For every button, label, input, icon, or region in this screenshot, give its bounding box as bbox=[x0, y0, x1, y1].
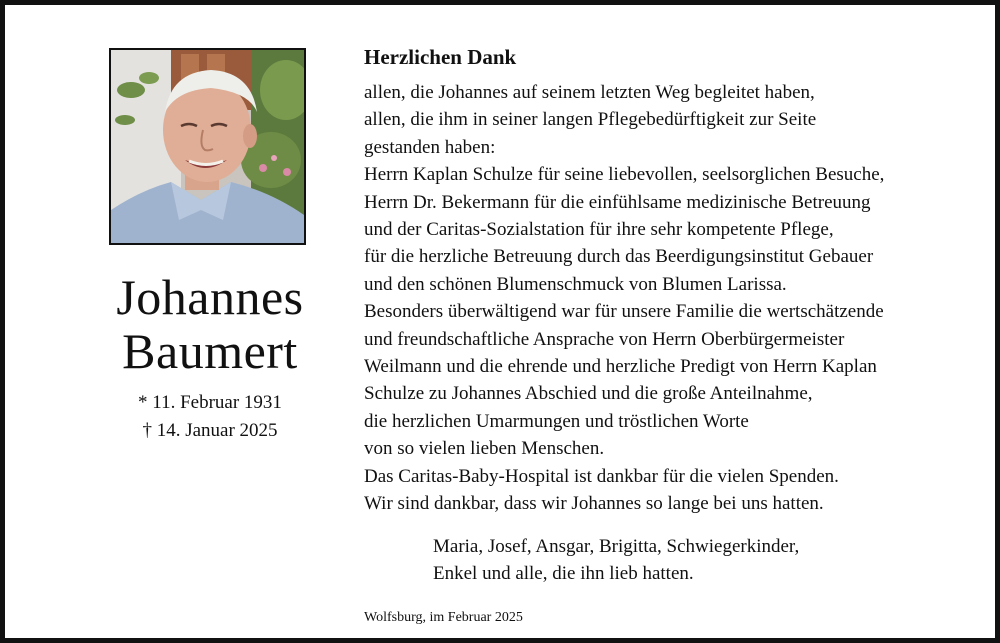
deceased-first-name: Johannes bbox=[116, 269, 304, 325]
place-date: Wolfsburg, im Februar 2025 bbox=[364, 610, 523, 625]
thanks-line: und den schönen Blumenschmuck von Blumen Larissa. bbox=[364, 273, 787, 295]
portrait-photo bbox=[109, 48, 306, 245]
thanks-line: allen, die Johannes auf seinem letzten Weg begleitet haben, bbox=[364, 82, 815, 103]
thanks-heading: Herzlichen Dank bbox=[364, 45, 517, 69]
thanks-line: die herzlichen Umarmungen und tröstlichen Worte bbox=[364, 410, 749, 432]
birth-date: * 11. Februar 1931 bbox=[138, 392, 282, 413]
thanks-line: und freundschaftliche Ansprache von Herrn Oberbürgermeister bbox=[364, 328, 845, 350]
portrait-photo-image bbox=[111, 50, 304, 243]
deceased-last-name: Baumert bbox=[122, 323, 298, 379]
thanks-line: für die herzliche Betreuung durch das Beerdigungsinstitut Gebauer bbox=[364, 246, 874, 268]
thanks-line: und der Caritas-Sozialstation für ihre sehr kompetente Pflege, bbox=[364, 219, 834, 241]
thanks-line: gestanden haben: bbox=[364, 136, 496, 158]
thanks-line: Wir sind dankbar, dass wir Johannes so lange bei uns hatten. bbox=[364, 493, 824, 515]
thanks-line: Herrn Dr. Bekermann für die einfühlsame medizinische Betreuung bbox=[364, 191, 871, 213]
thanks-line: Das Caritas-Baby-Hospital ist dankbar für die vielen Spenden. bbox=[364, 465, 839, 487]
thanks-line: allen, die ihm in seiner langen Pflegebedürftigkeit zur Seite bbox=[364, 109, 817, 131]
signature-line: Maria, Josef, Ansgar, Brigitta, Schwiegerkinder, bbox=[433, 536, 800, 557]
thanks-text bbox=[364, 79, 984, 518]
thanks-line: Herrn Kaplan Schulze für seine liebevollen, seelsorglichen Besuche, bbox=[364, 164, 885, 186]
family-signature bbox=[433, 533, 799, 587]
thanks-line: Besonders überwältigend war für unsere Familie die wertschätzende bbox=[364, 301, 884, 323]
death-date: † 14. Januar 2025 bbox=[142, 420, 278, 441]
signature-line: Enkel und alle, die ihn lieb hatten. bbox=[433, 563, 694, 584]
thanks-line: Weilmann und die ehrende und herzliche Predigt von Herrn Kaplan bbox=[364, 356, 877, 378]
thanks-line: von so vielen lieben Menschen. bbox=[364, 438, 605, 460]
thanks-line: Schulze zu Johannes Abschied und die große Anteilnahme, bbox=[364, 383, 813, 405]
